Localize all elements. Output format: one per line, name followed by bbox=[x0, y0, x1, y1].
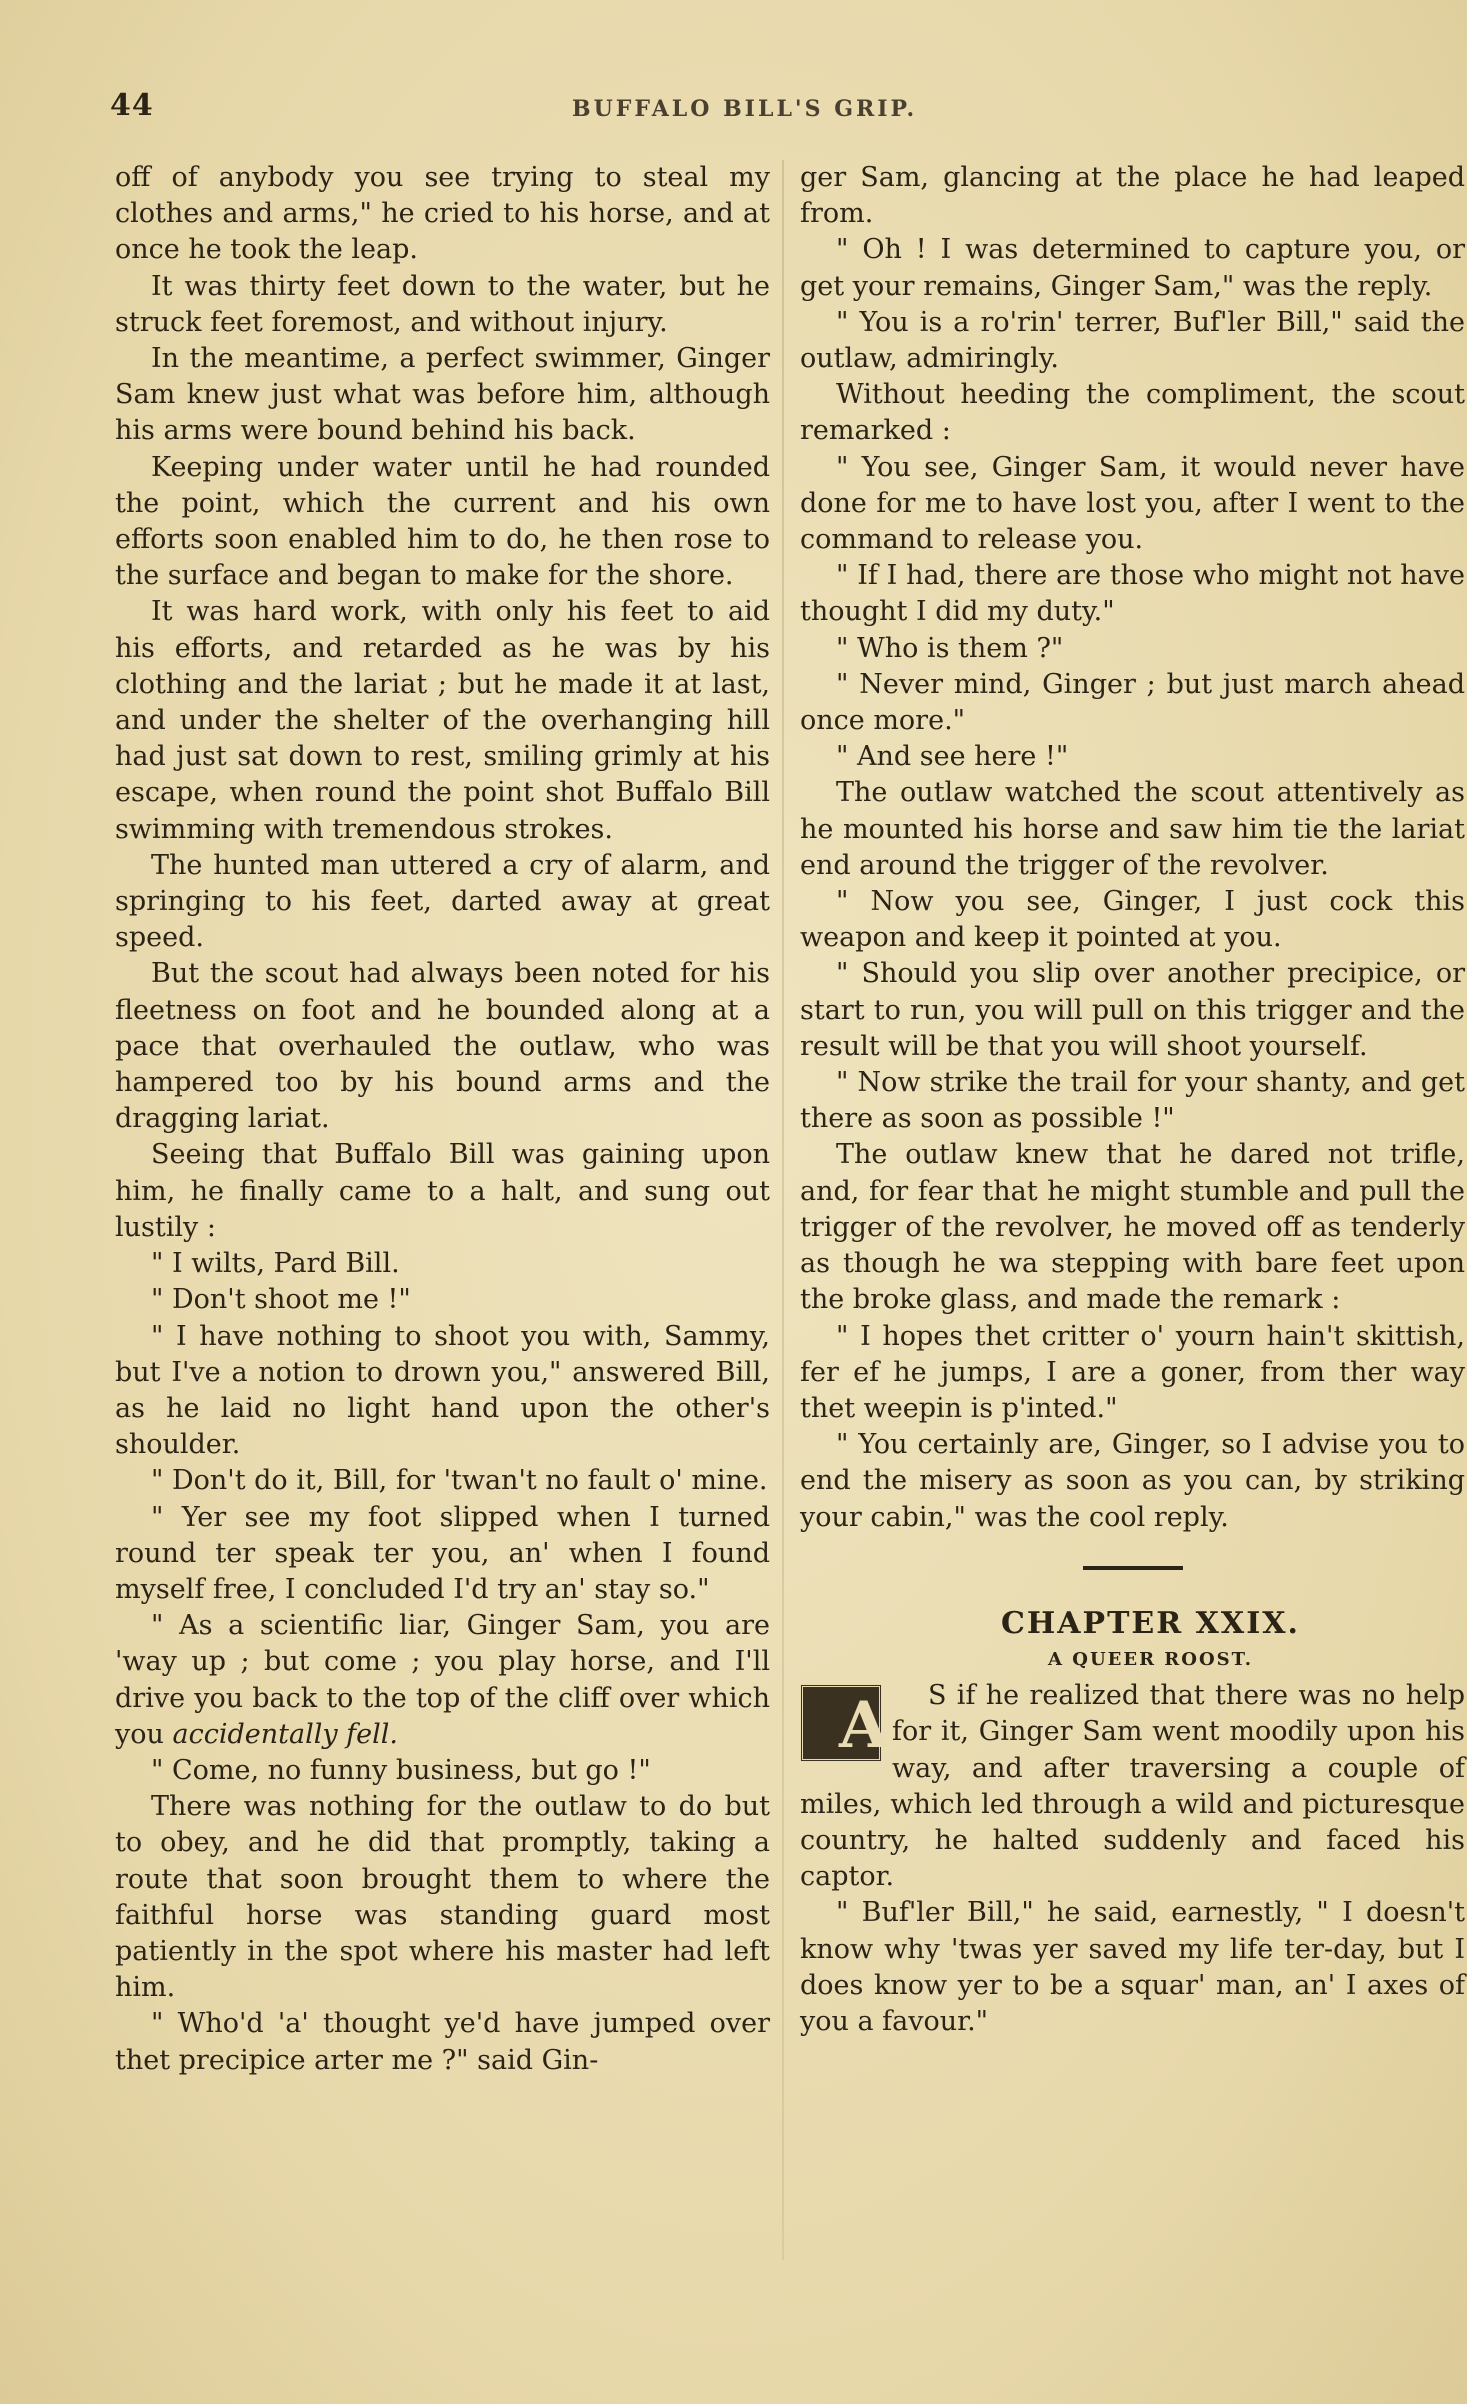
paragraph: " Don't shoot me !" bbox=[151, 1284, 411, 1316]
chapter-title: CHAPTER XXIX. bbox=[1001, 1605, 1300, 1641]
paragraph: " Come, no funny business, but go !" bbox=[151, 1754, 651, 1786]
right-column bbox=[800, 160, 1465, 2040]
paragraph: " Who'd 'a' thought ye'd have jumped over thet precipice arter me ?" said Gin- bbox=[115, 2008, 770, 2076]
paragraph: " Now you see, Ginger, I just cock this weapon and keep it pointed at you. bbox=[800, 886, 1465, 954]
paragraph: " I wilts, Pard Bill. bbox=[151, 1248, 400, 1280]
left-column bbox=[115, 160, 770, 2079]
paragraph: " Now strike the trail for your shanty, and get there as soon as possible !" bbox=[800, 1067, 1465, 1135]
paragraph: It was thirty feet down to the water, but he struck feet foremost, and without injury. bbox=[115, 270, 770, 338]
paragraph: " Should you slip over another precipice, or start to run, you will pull on this trigger and the result will be that you will shoot yourself. bbox=[800, 958, 1465, 1062]
paragraph: " Don't do it, Bill, for 'twan't no fault o' mine. bbox=[151, 1465, 768, 1497]
paragraph: " If I had, there are those who might not have thought I did my duty." bbox=[800, 560, 1465, 628]
paragraph: Keeping under water until he had rounded the point, which the current and his own efforts soon enabled him to do, he then rose to the surface and began to make for the shore. bbox=[115, 451, 770, 592]
paragraph: In the meantime, a perfect swimmer, Ginger Sam knew just what was before him, although his arms were bound behind his back. bbox=[115, 343, 770, 447]
running-title: BUFFALO BILL'S GRIP. bbox=[572, 96, 918, 122]
paragraph: There was nothing for the outlaw to do but to obey, and he did that promptly, taking a route that soon brought them to where the faithful horse was standing guard most patiently in the spot where his master had left him. bbox=[115, 1791, 770, 2004]
italic-text: accidentally fell. bbox=[172, 1718, 399, 1750]
page-header bbox=[110, 88, 1410, 128]
paragraph: off of anybody you see trying to steal my clothes and arms," he cried to his horse, and at once he took the leap. bbox=[115, 162, 770, 266]
paragraph: It was hard work, with only his feet to aid his efforts, and retarded as he was by his clothing and the lariat ; but he made it at last, and under the shelter of the overhanging hill had just sat down to rest, smiling grimly at his escape, when round the point shot Buffalo Bill swimming with tremendous strokes. bbox=[115, 596, 770, 845]
paragraph: " And see here !" bbox=[836, 741, 1069, 773]
paragraph: " Yer see my foot slipped when I turned round ter speak ter you, an' when I found myself free, I concluded I'd try an' stay so." bbox=[115, 1501, 770, 1605]
paragraph: " Oh ! I was determined to capture you, or get your remains, Ginger Sam," was the reply. bbox=[800, 234, 1465, 302]
paragraph: " Never mind, Ginger ; but just march ahead once more." bbox=[800, 668, 1465, 737]
paragraph-text: " As a scientific liar, Ginger Sam, you are 'way up ; but come ; you play horse, and I'll drive you back to the top of the cliff over which you bbox=[115, 1610, 770, 1750]
paragraph: " You is a ro'rin' terrer, Buf'ler Bill," said the outlaw, admiringly. bbox=[800, 306, 1465, 375]
paragraph: " I have nothing to shoot you with, Sammy, but I've a notion to drown you," answered Bill, as he laid no light hand upon the other's shoulder. bbox=[115, 1320, 770, 1461]
paragraph: " Who is them ?" bbox=[836, 632, 1064, 664]
chapter-opening-paragraph bbox=[800, 1678, 1465, 1895]
paragraph: The hunted man uttered a cry of alarm, and springing to his feet, darted away at great speed. bbox=[115, 849, 770, 954]
paragraph-text: S if he realized that there was no help for it, Ginger Sam went moodily upon his way, and after traversing a couple of miles, which led through a wild and picturesque country, he halted suddenly and faced his captor. bbox=[800, 1680, 1465, 1893]
paragraph: " I hopes thet critter o' yourn hain't skittish, fer ef he jumps, I are a goner, from ther way thet weepin is p'inted." bbox=[800, 1320, 1465, 1424]
drop-cap: A bbox=[800, 1684, 882, 1762]
paragraph: Seeing that Buffalo Bill was gaining upon him, he finally came to a halt, and sung out lustily : bbox=[115, 1139, 770, 1243]
paragraph: " Buf'ler Bill," he said, earnestly, " I doesn't know why 'twas yer saved my life ter-day, but I does know yer to be a squar' man, an' I axes of you a favour." bbox=[800, 1897, 1465, 2037]
chapter-subtitle: A QUEER ROOST. bbox=[1048, 1648, 1253, 1670]
paragraph: The outlaw knew that he dared not trifle, and, for fear that he might stumble and pull the trigger of the revolver, he moved off as tenderly as though he wa stepping with bare feet upon the broke glass, and made the remark : bbox=[800, 1139, 1465, 1316]
page-number: 44 bbox=[110, 88, 154, 123]
paragraph: " You certainly are, Ginger, so I advise you to end the misery as soon as you can, by striking your cabin," was the cool reply. bbox=[800, 1429, 1465, 1533]
paragraph: " You see, Ginger Sam, it would never have done for me to have lost you, after I went to the command to release you. bbox=[800, 451, 1465, 556]
paragraph: The outlaw watched the scout attentively as he mounted his horse and saw him tie the lariat end around the trigger of the revolver. bbox=[800, 777, 1465, 881]
paragraph: Without heeding the compliment, the scout remarked : bbox=[800, 379, 1465, 447]
paragraph: ger Sam, glancing at the place he had leaped from. bbox=[800, 162, 1465, 230]
column-divider bbox=[782, 160, 784, 2260]
paragraph bbox=[115, 1608, 770, 1753]
section-rule bbox=[1083, 1566, 1183, 1570]
paragraph: But the scout had always been noted for his fleetness on foot and he bounded along at a pace that overhauled the outlaw, who was hampered too by his bound arms and the dragging lariat. bbox=[115, 958, 770, 1135]
